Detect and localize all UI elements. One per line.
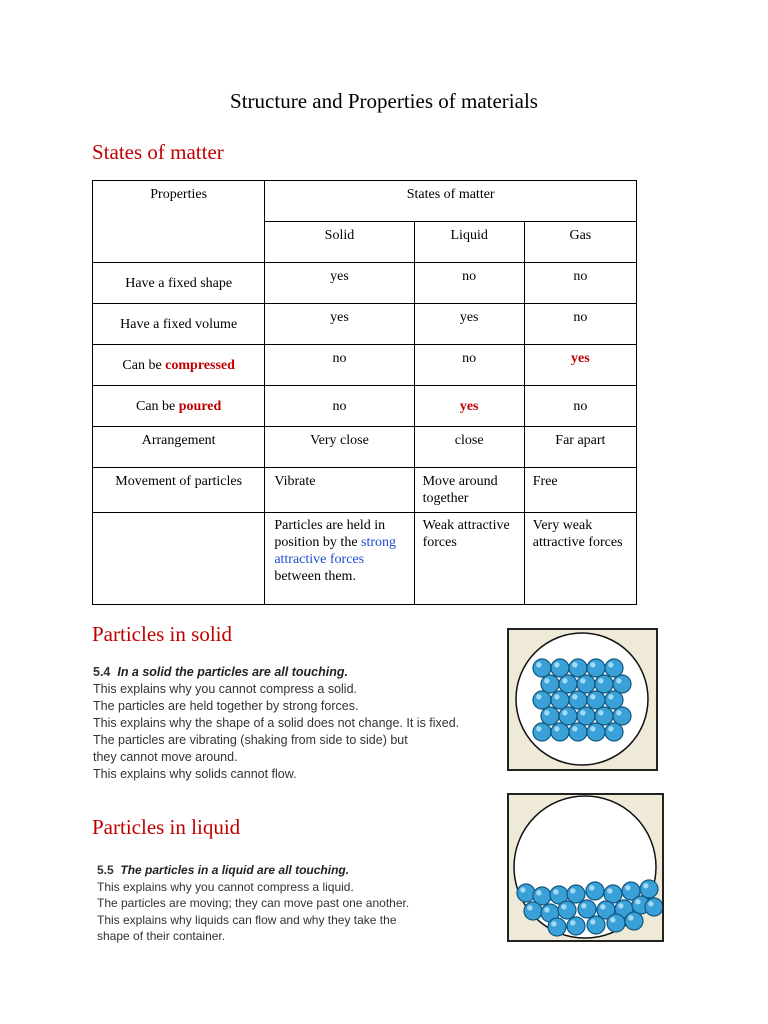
cell-solid: yes (265, 263, 414, 304)
particle-highlight (536, 726, 541, 731)
cell-solid: no (265, 345, 414, 386)
particle-highlight (562, 678, 567, 683)
caption-line: This explains why the shape of a solid does not change. It is fixed. (93, 716, 460, 730)
table-row (93, 427, 637, 468)
cell-solid: Vibrate (265, 468, 414, 513)
particle (587, 723, 605, 741)
particle (517, 884, 535, 902)
particle (587, 916, 605, 934)
row-label-prefix: Can be (136, 398, 179, 414)
particle-highlight (616, 678, 621, 683)
particle-highlight (590, 726, 595, 731)
particle-highlight (608, 726, 613, 731)
particle-highlight (551, 921, 556, 926)
particle (605, 723, 623, 741)
cell-liquid: close (414, 427, 524, 468)
particle (551, 723, 569, 741)
caption-line: This explains why you cannot compress a solid. (93, 682, 358, 696)
particle (533, 723, 551, 741)
row-label: Arrangement (93, 427, 265, 468)
caption-line: shape of their container. (97, 929, 226, 943)
particle (569, 723, 587, 741)
cell-solid (265, 513, 414, 605)
particle (587, 659, 605, 677)
row-label (93, 513, 265, 605)
table-row (93, 386, 637, 427)
caption-line: they cannot move around. (93, 750, 238, 764)
particle-highlight (544, 710, 549, 715)
particle-highlight (618, 903, 623, 908)
particle (640, 880, 658, 898)
particle-highlight (608, 662, 613, 667)
row-label-emphasis: compressed (165, 357, 235, 373)
particle-highlight (590, 662, 595, 667)
cell-liquid: no (414, 345, 524, 386)
particle (551, 659, 569, 677)
cell-liquid: yes (414, 386, 524, 427)
cell-gas: no (524, 304, 636, 345)
row-label-emphasis: poured (178, 398, 222, 414)
particle-highlight (589, 885, 594, 890)
particle (586, 882, 604, 900)
particle-highlight (536, 890, 541, 895)
caption-line: The particles are vibrating (shaking from side to side) but (93, 733, 408, 747)
particle-highlight (608, 694, 613, 699)
particle (533, 659, 551, 677)
particle (613, 675, 631, 693)
particle-highlight (607, 888, 612, 893)
cell-gas: Very weak attractive forces (524, 513, 636, 605)
particle-highlight (580, 710, 585, 715)
cell-solid: no (265, 386, 414, 427)
page-title: Structure and Properties of materials (230, 89, 538, 113)
particle (551, 691, 569, 709)
particle-highlight (554, 726, 559, 731)
caption-line: In a solid the particles are all touching. (117, 665, 348, 679)
particle-highlight (527, 905, 532, 910)
figure-number: 5.5 (97, 863, 114, 877)
particle-highlight (628, 915, 633, 920)
particle (645, 898, 662, 916)
particle-highlight (572, 726, 577, 731)
table-row (93, 263, 637, 304)
solid-caption (93, 664, 459, 783)
row-label: Have a fixed volume (93, 304, 265, 345)
particle (569, 691, 587, 709)
particle-highlight (590, 694, 595, 699)
caption-line: The particles are held together by strong forces. (93, 699, 359, 713)
particle-highlight (536, 662, 541, 667)
header-properties: Properties (93, 181, 265, 263)
row-label: Movement of particles (93, 468, 265, 513)
cell-liquid: Move around together (414, 468, 524, 513)
particle-highlight (610, 917, 615, 922)
particle (533, 691, 551, 709)
particle-highlight (572, 694, 577, 699)
particle (605, 691, 623, 709)
particle-highlight (520, 887, 525, 892)
states-of-matter-heading: States of matter (92, 140, 224, 164)
caption-line: This explains why liquids can flow and why they take the (97, 912, 397, 927)
particle-highlight (544, 678, 549, 683)
particles-in-liquid-heading: Particles in liquid (92, 815, 241, 839)
particle-highlight (625, 885, 630, 890)
column-liquid: Liquid (414, 222, 524, 263)
liquid-particles-diagram (509, 795, 662, 940)
particle (595, 675, 613, 693)
particle-highlight (570, 920, 575, 925)
particle-highlight (598, 678, 603, 683)
particle (559, 707, 577, 725)
particle-highlight (561, 904, 566, 909)
particle (578, 900, 596, 918)
particle (577, 707, 595, 725)
cell-liquid: Weak attractive forces (414, 513, 524, 605)
properties-table (92, 180, 637, 605)
cell-gas: yes (524, 345, 636, 386)
particle-highlight (562, 710, 567, 715)
particle (559, 675, 577, 693)
particle-highlight (643, 883, 648, 888)
particle-highlight (616, 710, 621, 715)
table-row (93, 345, 637, 386)
particle (613, 707, 631, 725)
row-label-prefix: Can be (122, 357, 166, 373)
solid-particles-diagram (509, 630, 656, 769)
particle (558, 901, 576, 919)
header-states-of-matter: States of matter (265, 181, 637, 222)
particle (604, 885, 622, 903)
particle-highlight (553, 889, 558, 894)
cell-liquid: yes (414, 304, 524, 345)
particle-highlight (648, 901, 653, 906)
cell-liquid: no (414, 263, 524, 304)
particle (524, 902, 542, 920)
particle-highlight (570, 888, 575, 893)
particle (577, 675, 595, 693)
column-solid: Solid (265, 222, 414, 263)
liquid-caption (97, 862, 409, 945)
particle (569, 659, 587, 677)
table-row (93, 513, 637, 605)
particle (541, 675, 559, 693)
particle (567, 885, 585, 903)
cell-gas: Free (524, 468, 636, 513)
particle-highlight (544, 907, 549, 912)
row-label: Have a fixed shape (93, 263, 265, 304)
caption-line: The particles are moving; they can move past one another. (97, 896, 410, 910)
particle (541, 707, 559, 725)
caption-line: This explains why you cannot compress a liquid. (97, 879, 354, 894)
particle (595, 707, 613, 725)
particle-highlight (580, 678, 585, 683)
particle (587, 691, 605, 709)
particle-highlight (581, 903, 586, 908)
caption-line: The particles in a liquid are all touching. (120, 863, 350, 877)
column-gas: Gas (524, 222, 636, 263)
table-row (93, 304, 637, 345)
caption-line: This explains why solids cannot flow. (93, 767, 297, 781)
cell-solid: yes (265, 304, 414, 345)
row-label (93, 386, 265, 427)
solid-forces-text: Particles are held in position by the (274, 518, 386, 550)
cell-gas: no (524, 263, 636, 304)
particle-highlight (590, 919, 595, 924)
particle-highlight (554, 694, 559, 699)
particle (605, 659, 623, 677)
particle-highlight (554, 662, 559, 667)
solid-particles-figure (507, 628, 658, 771)
particle (625, 912, 643, 930)
particle (567, 917, 585, 935)
particle-highlight (635, 899, 640, 904)
particle (607, 914, 625, 932)
particle-highlight (600, 904, 605, 909)
figure-number: 5.4 (93, 665, 111, 679)
table-row (93, 468, 637, 513)
particle-highlight (572, 662, 577, 667)
cell-gas: no (524, 386, 636, 427)
solid-forces-emphasis: strong attractive forces (274, 535, 397, 567)
liquid-particles-figure (507, 793, 664, 942)
solid-forces-tail: between them. (274, 569, 356, 584)
cell-solid: Very close (265, 427, 414, 468)
particle-highlight (536, 694, 541, 699)
particles-in-solid-heading: Particles in solid (92, 622, 232, 646)
cell-gas: Far apart (524, 427, 636, 468)
particle-highlight (598, 710, 603, 715)
particle (548, 918, 566, 936)
row-label (93, 345, 265, 386)
